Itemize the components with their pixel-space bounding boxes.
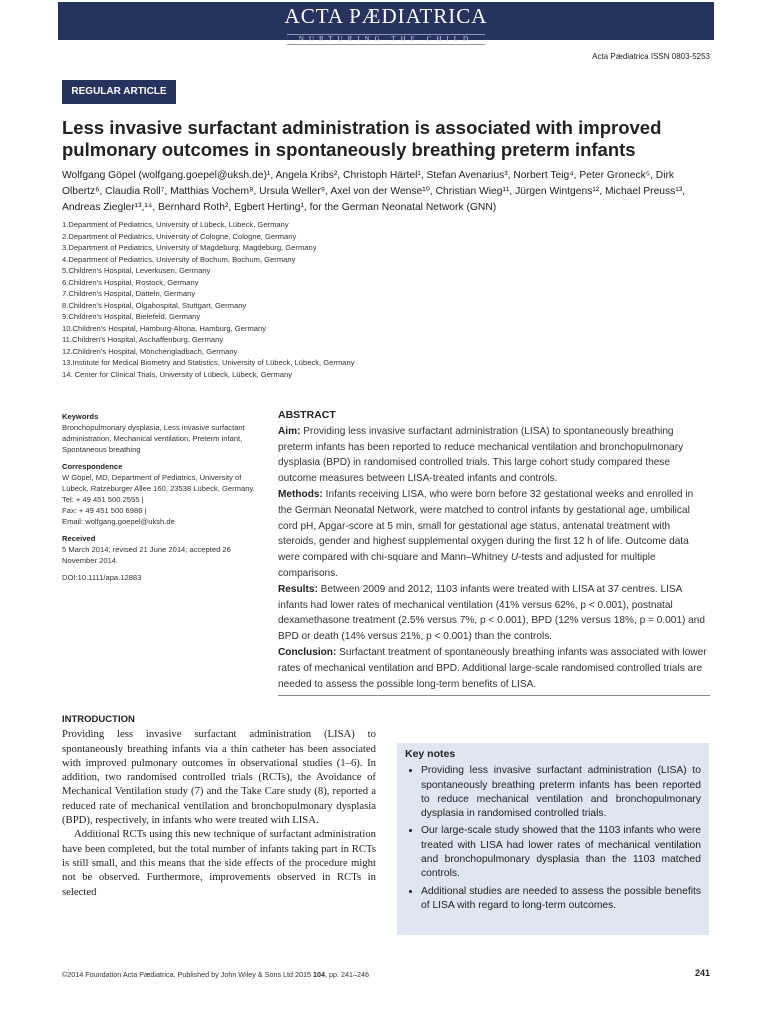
affiliation-item: 2.Department of Pediatrics, University of Cologne, Cologne, Germany: [62, 231, 297, 241]
journal-issn: Acta Pædiatrica ISSN 0803-5253: [592, 52, 710, 61]
affiliation-item: 9.Children's Hospital, Bielefeld, Germany: [62, 312, 201, 321]
key-notes-heading: Key notes: [405, 748, 456, 760]
keywords-heading: Keywords: [62, 412, 99, 421]
abstract-heading: ABSTRACT: [278, 409, 336, 421]
correspondence-address: W Göpel, MD, Department of Pediatrics, University of Lübeck, Ratzeburger Allee 160, 23538 Lübeck, Germany.: [62, 473, 255, 493]
key-note-item: • Our large-scale study showed that the 1103 infants who were treated with LISA had lower rates of mechanical ventilation and bronchopulmonary dysplasia than the 1103 matched controls.: [421, 824, 701, 881]
article-type-badge: REGULAR ARTICLE: [62, 80, 176, 104]
affiliation-item: 5.Children's Hospital, Leverkusen, Germany: [62, 266, 211, 275]
correspondence-email: Email: wolfgang.goepel@uksh.de: [62, 517, 175, 526]
affiliation-item: 7.Children's Hospital, Datteln, Germany: [62, 289, 196, 298]
abstract-divider: [278, 695, 710, 696]
affiliation-item: 4.Department of Pediatrics, University of Bochum, Bochum, Germany: [62, 254, 296, 264]
key-notes-box: [397, 743, 709, 935]
journal-tagline: NURTURING THE CHILD: [287, 34, 485, 45]
page-number: 241: [694, 968, 710, 978]
article-title: Less invasive surfactant administration is associated with improved pulmonary outcomes in spontaneously breathing preterm infants: [62, 117, 662, 160]
doi-link[interactable]: DOI:10.1111/apa.12883: [62, 573, 142, 582]
affiliation-item: 6.Children's Hospital, Rostock, Germany: [62, 277, 199, 287]
key-note-item: • Providing less invasive surfactant administration (LISA) to spontaneously breathing preterm infants has been reported to reduce mechanical ventilation and bronchopulmonary dysplasia in randomised controlled trials.: [421, 764, 701, 821]
abstract-methods: Methods: Infants receiving LISA, who were born before 32 gestational weeks and enrolled in the German Neonatal Network, were matched to control infants by gestational age, umbilical cord pH, Apgar-score at 5 min, small for gestational age status, antenatal treatment with steroids, gender and highest supplemental oxygen during the first 12 h of life. Outcome data were compared with chi-square and Mann–Whitney U-tests and adjusted for multiple comparisons.: [278, 488, 694, 579]
affiliation-item: 12.Children's Hospital, Mönchengladbach, Germany: [62, 346, 238, 356]
keywords-text: Bronchopulmonary dysplasia, Less invasive surfactant administration, Mechanical ventilation, Preterm infant, Spontaneous breathing: [62, 423, 245, 454]
affiliation-item: 3.Department of Pediatrics, University of Magdeburg, Magdeburg, Germany: [62, 243, 317, 252]
affiliation-list: [62, 219, 462, 380]
received-dates: 5 March 2014; revised 21 June 2014; accepted 26 November 2014.: [62, 545, 231, 565]
abstract-section: [278, 408, 710, 696]
introduction-paragraph: Providing less invasive surfactant administration (LISA) to spontaneously breathing infants via a thin catheter has been associated with improved pulmonary outcomes in observational studies (1–6). In addition, two randomised controlled trials (RCTs), the Avoidance of Mechanical Ventilation study (7) and the Take Care study (8), reported a reduced rate of mechanical ventilation and bronchopulmonary dysplasia (BPD), respectively, in infants who were treated with LISA.: [62, 728, 376, 827]
introduction-heading: INTRODUCTION: [62, 714, 135, 725]
received-heading: Received: [62, 534, 96, 543]
journal-name: ACTA PÆDIATRICA: [284, 4, 488, 28]
introduction-paragraph: Additional RCTs using this new technique of surfactant administration have been completed, but the total number of infants taking part in RCTs is still small, and this means that the side effects of the procedure might not be observed. Furthermore, improvements observed in RCTs in selected: [62, 828, 377, 898]
affiliation-item: 11.Children's Hospital, Aschaffenburg, Germany: [62, 335, 224, 344]
correspondence-tel: Tel: + 49 451 500 2555 |: [62, 495, 144, 504]
key-note-item: • Additional studies are needed to assess the possible benefits of LISA with regard to long-term outcomes.: [421, 885, 701, 914]
correspondence-fax: Fax: + 49 451 500 6986 |: [62, 506, 147, 515]
abstract-aim: Aim: Providing less invasive surfactant administration (LISA) to spontaneously breathing preterm infants has been reported to reduce mechanical ventilation and bronchopulmonary dysplasia (BPD) in randomised controlled trials. This large cohort study compared these outcome measures between LISA-treated infants and controls.: [278, 425, 684, 485]
author-list: Wolfgang Göpel (wolfgang.goepel@uksh.de)¹, Angela Kribs², Christoph Härtel¹, Stefan Avenarius³, Norbert Teig⁴, Peter Groneck⁵, Dirk Olbertz⁶, Claudia Roll⁷, Matthias Vochem⁸, Ursula Weller⁹, Axel von der Wense¹⁰, Christian Wieg¹¹, Jürgen Wintgens¹², Michael Preuss¹³, Andreas Ziegler¹³,¹⁴, Bernhard Roth², Egbert Herting¹, for the German Neonatal Network (GNN): [62, 170, 686, 213]
journal-banner: [58, 2, 714, 43]
affiliation-item: 8.Children's Hospital, Olgahospital, Stuttgart, Germany: [62, 300, 247, 310]
affiliation-item: 10.Children's Hospital, Hamburg-Altona, Hamburg, Germany: [62, 323, 267, 333]
affiliation-item: 13.Institute for Medical Biometry and Statistics, University of Lübeck, Lübeck, Germany: [62, 358, 355, 367]
introduction-section: [62, 713, 376, 899]
abstract-results: Results: Between 2009 and 2012, 1103 infants were treated with LISA at 37 centres. LISA infants had lower rates of mechanical ventilation (41% versus 62%, p < 0.001), postnatal dexamethasone treatment (2.5% versus 7%, p < 0.001), BPD (12% versus 18%, p = 0.001) and BPD or death (14% versus 21%, p < 0.001) than the controls.: [278, 583, 705, 643]
affiliation-item: 1.Department of Pediatrics, University of Lübeck, Lübeck, Germany: [62, 220, 289, 229]
affiliation-item: 14. Center for Clinical Trials, University of Lübeck, Lübeck, Germany: [62, 369, 293, 379]
page-footer: ©2014 Foundation Acta Pædiatrica. Published by John Wiley & Sons Ltd 2015 104, pp. 241–246: [62, 970, 369, 979]
article-sidebar: [62, 411, 262, 583]
correspondence-heading: Correspondence: [62, 462, 123, 471]
abstract-conclusion: Conclusion: Surfactant treatment of spontaneously breathing infants was associated with lower rates of mechanical ventilation and BPD. Additional large-scale randomised controlled trials are needed to assess the possible long-term benefits of LISA.: [278, 646, 707, 690]
key-notes-list: [405, 764, 701, 913]
